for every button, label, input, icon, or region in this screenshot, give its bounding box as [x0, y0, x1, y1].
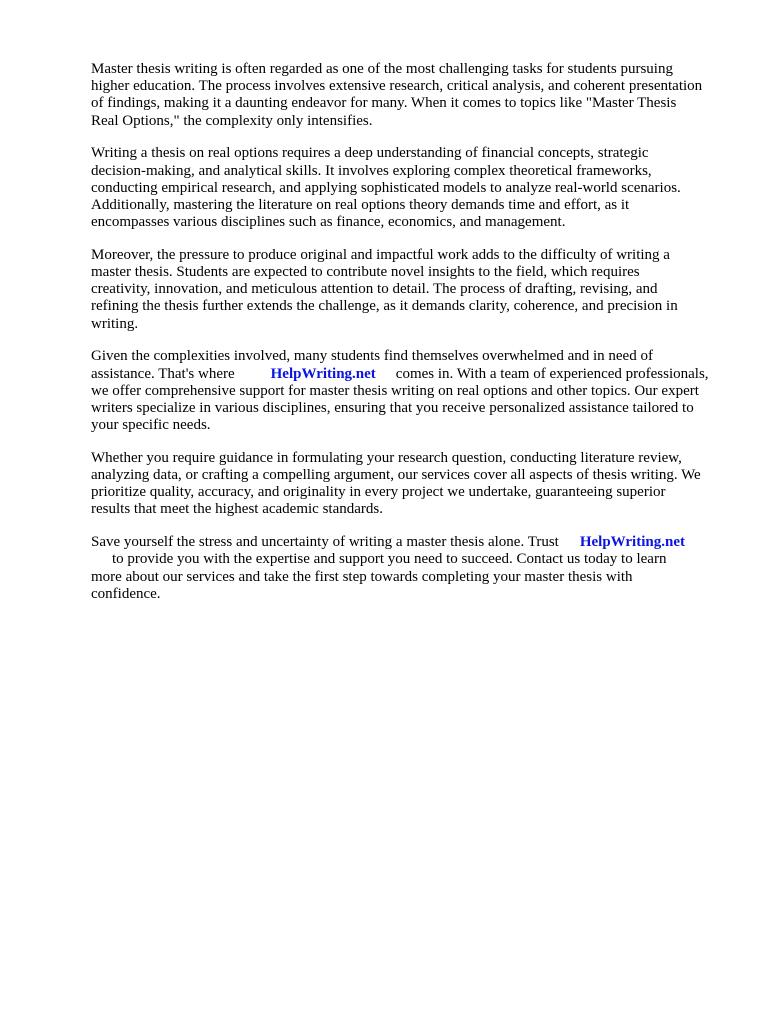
- paragraph-closing: [91, 534, 731, 603]
- paragraph-real-options: Writing a thesis on real options requires a deep understanding of financial concepts, strategic decision-making, and analytical skills. It involves exploring complex theoretical frameworks, conducting empirical research, and applying sophisticated models to analyze real-world scenarios. Additionally, mastering the literature on real options theory demands time and effort, as it encompasses various disciplines such as finance, economics, and management.: [91, 145, 681, 231]
- paragraph-assistance-text-start: Given the complexities involved, many students find themselves overwhelmed and in need of assistance. That's where: [91, 348, 653, 382]
- helpwriting-link-closing[interactable]: HelpWriting.net: [579, 534, 685, 551]
- paragraph-pressure: Moreover, the pressure to produce original and impactful work adds to the difficulty of writing a master thesis. Students are expected to contribute novel insights to the field, which requires creativity, innovation, and meticulous attention to detail. The process of drafting, revising, and refining the thesis further extends the challenge, as it demands clarity, coherence, and precision in writing.: [91, 246, 678, 332]
- paragraph-assistance-text-end: comes in. With a team of experienced professionals, we offer comprehensive support for master thesis writing on real options and other topics. Our expert writers specialize in various disciplines, ensuring that you receive personalized assistance tailored to your specific needs.: [91, 365, 709, 434]
- paragraph-closing-text-end: to provide you with the expertise and support you need to succeed. Contact us today to learn more about our services and take the first step towards completing your master thesis with confidence.: [91, 551, 667, 602]
- paragraph-intro: Master thesis writing is often regarded as one of the most challenging tasks for students pursuing higher education. The process involves extensive research, critical analysis, and coherent presentation of findings, making it a daunting endeavor for many. When it comes to topics like "Master Thesis Real Options," the complexity only intensifies.: [91, 61, 703, 129]
- helpwriting-link[interactable]: HelpWriting.net: [270, 365, 376, 382]
- paragraph-services: Whether you require guidance in formulating your research question, conducting literature review, analyzing data, or crafting a compelling argument, our services cover all aspects of thesis writing. We prioritize quality, accuracy, and originality in every project we undertake, guaranteeing superior results that meet the highest academic standards.: [91, 449, 701, 518]
- paragraph-assistance: [91, 348, 731, 434]
- document-body: [91, 61, 731, 618]
- paragraph-closing-text-start: Save yourself the stress and uncertainty of writing a master thesis alone. Trust: [91, 534, 559, 551]
